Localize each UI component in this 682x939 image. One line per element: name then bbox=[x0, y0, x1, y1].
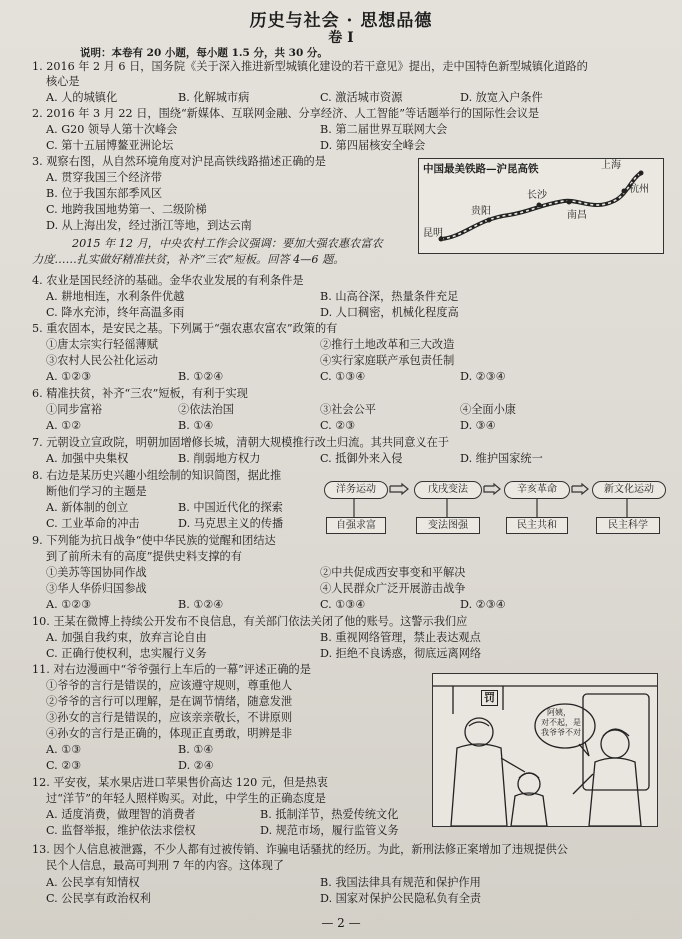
q10-option-a: A. 加强自我约束，放弃言论自由 bbox=[46, 631, 207, 644]
city-kunming: 昆明 bbox=[423, 228, 443, 239]
q9-item-2: ②中共促成西安事变和平解决 bbox=[320, 566, 466, 579]
q1-option-d: D. 放宽入户条件 bbox=[460, 91, 543, 104]
q13-stem-cont: 民个人信息，最高可判刑 7 年的内容。这体现了 bbox=[46, 859, 284, 872]
q5-option-a: A. ①②③ bbox=[46, 370, 92, 383]
q12-option-c: C. 监督举报，维护依法求偿权 bbox=[46, 824, 196, 837]
q10-option-b: B. 重视网络管理，禁止表达观点 bbox=[320, 631, 481, 644]
q1-stem: 1. 2016 年 2 月 6 日，国务院《关于深入推进新型城镇化建设的若干意见》提出，走中国特色新型城镇化道路的 bbox=[32, 60, 588, 73]
penalty-sign: 罚 bbox=[481, 690, 498, 706]
q13-option-d: D. 国家对保护公民隐私负有全责 bbox=[320, 892, 482, 905]
q5-item-4: ④实行家庭联产承包责任制 bbox=[320, 354, 455, 367]
q2-option-b: B. 第二届世界互联网大会 bbox=[320, 123, 448, 136]
q12-option-d: D. 规范市场，履行监管义务 bbox=[260, 824, 399, 837]
bubble-line-3: 我爷爷不对 bbox=[541, 728, 581, 737]
q3-option-c: C. 地跨我国地势第一、二级阶梯 bbox=[46, 203, 207, 216]
q10-option-c: C. 正确行使权利，忠实履行义务 bbox=[46, 647, 207, 660]
q2-stem: 2. 2016 年 3 月 22 日，围绕“新媒体、互联网金融、分享经济、人工智能”等话题举行的国际性会议是 bbox=[32, 107, 540, 120]
q8-option-b: B. 中国近代化的探索 bbox=[178, 501, 283, 514]
city-guiyang: 贵阳 bbox=[471, 206, 491, 217]
q10-stem: 10. 王某在微博上持续公开发布不良信息，有关部门依法关闭了他的账号。这警示我们应 bbox=[32, 615, 468, 628]
q11-item-2: ②爷爷的言行可以理解，是在调节情绪，随意发泄 bbox=[46, 695, 293, 708]
q3-stem: 3. 观察右图，从自然环境角度对沪昆高铁线路描述正确的是 bbox=[32, 155, 326, 168]
q11-option-c: C. ②③ bbox=[46, 759, 82, 772]
q12-stem-cont: 过“洋节”的年轻人照样购买。对此，中学生的正确态度是 bbox=[46, 792, 326, 805]
q9-stem: 9. 下列能为抗日战争“使中华民族的觉醒和团结达 bbox=[32, 534, 276, 547]
paper-subtitle: 卷 Ⅰ bbox=[328, 30, 354, 46]
q12-option-b: B. 抵制洋节，热爱传统文化 bbox=[260, 808, 399, 821]
map-caption: 中国最美铁路—沪昆高铁 bbox=[423, 163, 539, 175]
flow-node-3: 辛亥革命 bbox=[504, 481, 570, 499]
q4-option-d: D. 人口稠密，机械化程度高 bbox=[320, 306, 459, 319]
city-nanchang: 南昌 bbox=[567, 210, 587, 221]
q9-item-1: ①美苏等国协同作战 bbox=[46, 566, 147, 579]
q11-item-3: ③孙女的言行是错误的，应该亲亲敬长，不讲原则 bbox=[46, 711, 293, 724]
q6-option-b: B. ①④ bbox=[178, 419, 214, 432]
q2-option-a: A. G20 领导人第十次峰会 bbox=[46, 123, 178, 136]
q12-stem: 12. 平安夜，某水果店进口苹果售价高达 120 元，但是热衷 bbox=[32, 776, 328, 789]
q5-option-d: D. ②③④ bbox=[460, 370, 506, 383]
q5-item-3: ③农村人民公社化运动 bbox=[46, 354, 158, 367]
q8-stem-cont: 断他们学习的主题是 bbox=[46, 485, 147, 498]
q6-item-1: ①同步富裕 bbox=[46, 403, 102, 416]
flow-box-4: 民主科学 bbox=[596, 517, 660, 534]
q4-option-b: B. 山高谷深，热量条件充足 bbox=[320, 290, 459, 303]
q11-stem: 11. 对右边漫画中“爷爷强行上车后的一幕”评述正确的是 bbox=[32, 663, 311, 676]
q1-option-a: A. 人的城镇化 bbox=[46, 91, 118, 104]
q11-option-a: A. ①③ bbox=[46, 743, 82, 756]
instructions-note: 说明：本卷有 20 小题，每小题 1.5 分，共 30 分。 bbox=[80, 47, 328, 59]
q8-stem: 8. 右边是某历史兴趣小组绘制的知识简图，据此推 bbox=[32, 469, 282, 482]
q9-stem-cont: 到了前所未有的高度”提供史料支撑的有 bbox=[46, 550, 242, 563]
flow-box-3: 民主共和 bbox=[506, 517, 568, 534]
flow-node-1: 洋务运动 bbox=[324, 481, 388, 499]
q5-option-b: B. ①②④ bbox=[178, 370, 224, 383]
q8-option-a: A. 新体制的创立 bbox=[46, 501, 129, 514]
city-changsha: 长沙 bbox=[527, 190, 547, 201]
bubble-line-1: 阿姨， bbox=[547, 708, 571, 717]
q5-item-2: ②推行土地改革和三大改造 bbox=[320, 338, 455, 351]
q6-item-2: ②依法治国 bbox=[178, 403, 234, 416]
q7-option-d: D. 维护国家统一 bbox=[460, 452, 543, 465]
q11-item-1: ①爷爷的言行是错误的，应该遵守规则，尊重他人 bbox=[46, 679, 293, 692]
railway-map bbox=[418, 158, 664, 254]
q9-item-4: ④人民群众广泛开展游击战争 bbox=[320, 582, 466, 595]
q3-option-b: B. 位于我国东部季风区 bbox=[46, 187, 163, 200]
q10-option-d: D. 拒绝不良诱惑，彻底远离网络 bbox=[320, 647, 482, 660]
q11-option-d: D. ②④ bbox=[178, 759, 214, 772]
q3-option-a: A. 贯穿我国三个经济带 bbox=[46, 171, 162, 184]
passage-line-2: 力度……扎实做好精准扶贫，补齐“三农”短板。回答 4—6 题。 bbox=[32, 253, 345, 266]
bus-cartoon bbox=[432, 673, 658, 827]
q12-option-a: A. 适度消费，做理智的消费者 bbox=[46, 808, 196, 821]
q2-option-d: D. 第四届核安全峰会 bbox=[320, 139, 426, 152]
city-shanghai: 上海 bbox=[601, 160, 621, 171]
q6-item-3: ③社会公平 bbox=[320, 403, 376, 416]
q5-item-1: ①唐太宗实行轻徭薄赋 bbox=[46, 338, 158, 351]
q9-option-d: D. ②③④ bbox=[460, 598, 506, 611]
q6-option-a: A. ①② bbox=[46, 419, 82, 432]
q4-option-a: A. 耕地相连，水利条件优越 bbox=[46, 290, 185, 303]
passage-line-1: 2015 年 12 月，中央农村工作会议强调：要加大强农惠农富农 bbox=[72, 237, 383, 250]
q13-option-a: A. 公民享有知情权 bbox=[46, 876, 140, 889]
q7-option-a: A. 加强中央集权 bbox=[46, 452, 129, 465]
q6-item-4: ④全面小康 bbox=[460, 403, 516, 416]
city-hangzhou: 杭州 bbox=[629, 184, 649, 195]
q8-option-c: C. 工业革命的冲击 bbox=[46, 517, 140, 530]
q4-option-c: C. 降水充沛，终年高温多雨 bbox=[46, 306, 185, 319]
q6-option-d: D. ③④ bbox=[460, 419, 496, 432]
q5-option-c: C. ①③④ bbox=[320, 370, 366, 383]
q11-option-b: B. ①④ bbox=[178, 743, 214, 756]
cartoon-drawing bbox=[433, 674, 657, 826]
page-title: 历史与社会 · 思想品德 bbox=[249, 11, 433, 31]
q5-stem: 5. 重农固本，是安民之基。下列属于“强农惠农富农”政策的有 bbox=[32, 322, 338, 335]
q1-stem-cont: 核心是 bbox=[46, 75, 80, 88]
q8-option-d: D. 马克思主义的传播 bbox=[178, 517, 284, 530]
q9-option-a: A. ①②③ bbox=[46, 598, 92, 611]
q7-option-b: B. 削弱地方权力 bbox=[178, 452, 261, 465]
q13-option-c: C. 公民享有政治权利 bbox=[46, 892, 151, 905]
bubble-line-2: 对不起，是 bbox=[541, 718, 581, 727]
q7-stem: 7. 元朝设立宣政院，明朝加固增修长城，清朝大规模推行改土归流。其共同意义在于 bbox=[32, 436, 449, 449]
q1-option-c: C. 激活城市资源 bbox=[320, 91, 403, 104]
q13-stem: 13. 因个人信息被泄露，不少人都有过被传销、诈骗电话骚扰的经历。为此，新刑法修正案增加了违规提供公 bbox=[32, 843, 568, 856]
flow-node-4: 新文化运动 bbox=[592, 481, 666, 499]
q2-option-c: C. 第十五届博鳌亚洲论坛 bbox=[46, 139, 174, 152]
q4-stem: 4. 农业是国民经济的基础。金华农业发展的有利条件是 bbox=[32, 274, 304, 287]
q3-option-d: D. 从上海出发，经过浙江等地，到达云南 bbox=[46, 219, 252, 232]
flow-box-2: 变法图强 bbox=[416, 517, 480, 534]
q13-option-b: B. 我国法律具有规范和保护作用 bbox=[320, 876, 481, 889]
q7-option-c: C. 抵御外来入侵 bbox=[320, 452, 403, 465]
q6-option-c: C. ②③ bbox=[320, 419, 356, 432]
q11-item-4: ④孙女的言行是正确的，体现正直勇敢，明辨是非 bbox=[46, 727, 293, 740]
q6-stem: 6. 精准扶贫，补齐“三农”短板，有利于实现 bbox=[32, 387, 248, 400]
flow-box-1: 自强求富 bbox=[326, 517, 386, 534]
q9-option-c: C. ①③④ bbox=[320, 598, 366, 611]
page-number: — 2 — bbox=[321, 916, 361, 930]
flow-node-2: 戊戌变法 bbox=[414, 481, 482, 499]
q9-item-3: ③华人华侨归国参战 bbox=[46, 582, 147, 595]
knowledge-flow-diagram bbox=[322, 480, 668, 540]
q9-option-b: B. ①②④ bbox=[178, 598, 224, 611]
q1-option-b: B. 化解城市病 bbox=[178, 91, 250, 104]
